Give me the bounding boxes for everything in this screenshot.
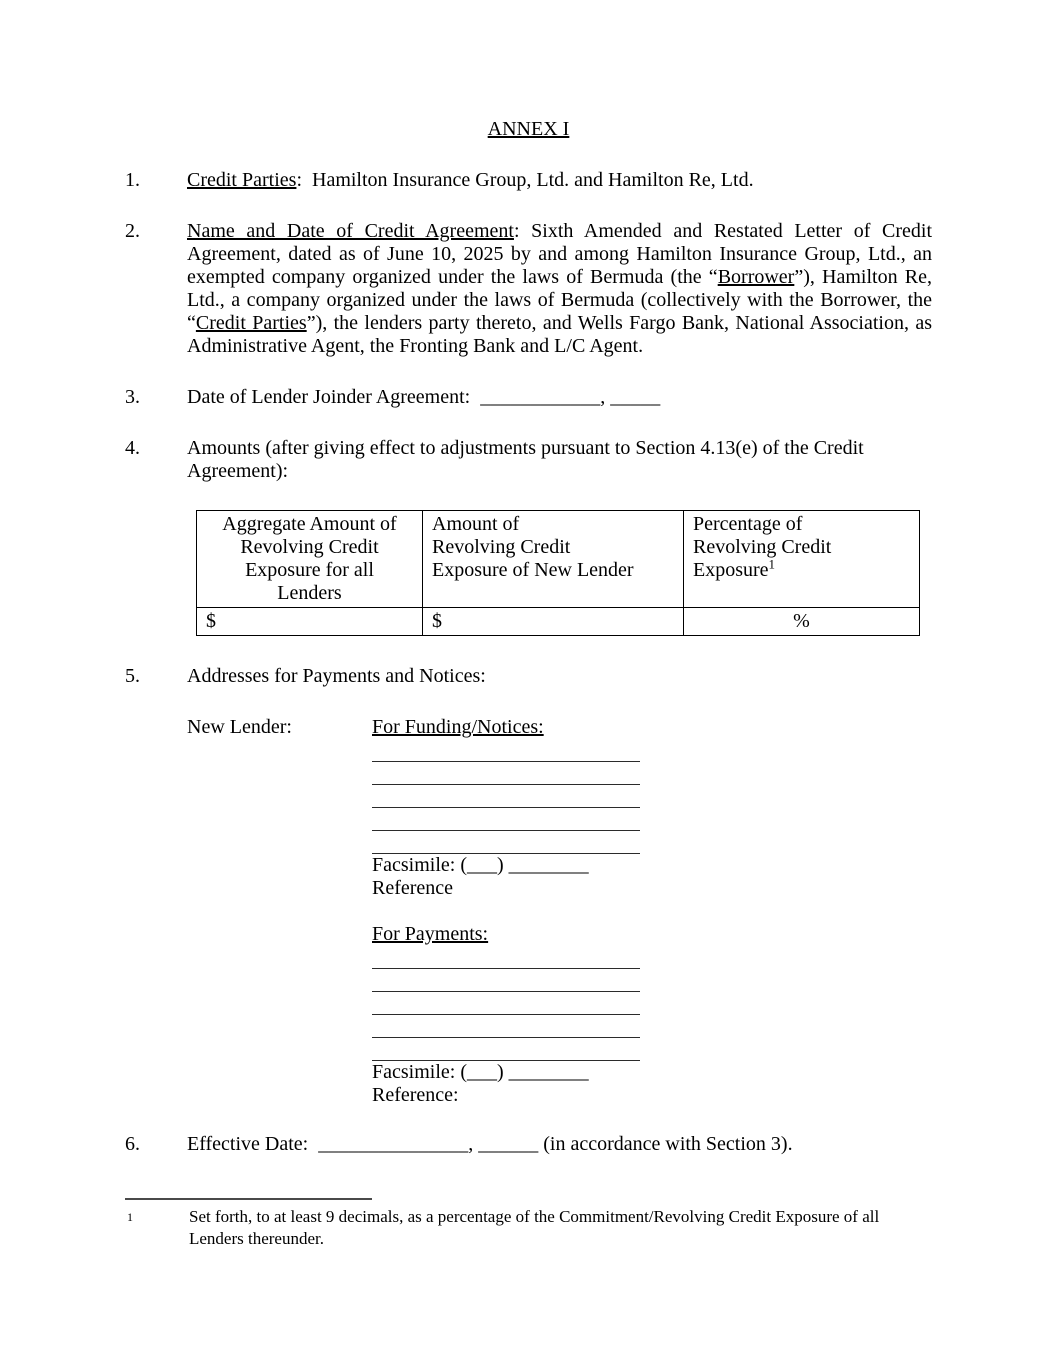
blank-line (372, 808, 640, 831)
section-item-3 (125, 386, 932, 409)
page-title (125, 118, 932, 141)
footnote-ref: 1 (768, 556, 776, 572)
item-text: Amounts (after giving effect to adjustments pursuant to Section 4.13(e) of the Credit Agreement): (187, 437, 864, 482)
section-item-4 (125, 437, 932, 483)
funding-reference-line: Reference (372, 877, 454, 899)
blank-line (372, 969, 640, 992)
header-new-lender-exposure: Amount of Revolving Credit Exposure of New Lender (423, 511, 684, 608)
section-item-2 (125, 220, 932, 358)
section-item-5 (125, 665, 932, 688)
address-column (372, 716, 932, 1107)
footnote-text: Set forth, to at least 9 decimals, as a percentage of the Commitment/Revolving Credit Exposure of all Lenders thereunder. (189, 1207, 880, 1248)
blank-line (372, 1038, 640, 1061)
item-text: Name and Date of Credit Agreement: Sixth Amended and Restated Letter of Credit Agreement, dated as of June 10, 2025 by and among Hamilton Insurance Group, Ltd., an exempted company organized under the laws of Bermuda (the “Borrower”), Hamilton Re, Ltd., a company organized under the laws of Bermuda (collectively with the Borrower, the “Credit Parties”), the lenders party thereto, and Wells Fargo Bank, National Association, as Administrative Agent, the Fronting Bank and L/C Agent. (187, 220, 932, 357)
funding-facsimile-line: Facsimile: (___) ________ (372, 854, 589, 876)
item-text: Date of Lender Joinder Agreement: ____________, _____ (187, 386, 661, 408)
item-number: 1. (125, 169, 140, 191)
amounts-table-header-row (197, 511, 920, 608)
payments-facsimile-line: Facsimile: (___) ________ (372, 1061, 589, 1083)
footnote (125, 1206, 932, 1250)
new-lender-amount-cell: $ (423, 608, 684, 636)
blank-line (372, 785, 640, 808)
item-number: 4. (125, 437, 140, 459)
footnote-separator (125, 1198, 372, 1200)
header-aggregate-exposure: Aggregate Amount of Revolving Credit Exposure for all Lenders (197, 511, 423, 608)
funding-notices-heading: For Funding/Notices: (372, 716, 544, 738)
header-percentage-text: Percentage of Revolving Credit Exposure (693, 513, 832, 581)
item-text: Credit Parties: Hamilton Insurance Group, Ltd. and Hamilton Re, Ltd. (187, 169, 754, 191)
blank-line (372, 762, 640, 785)
new-lender-label: New Lender: (187, 716, 292, 738)
section-item-1 (125, 169, 932, 192)
amounts-table-data-row (197, 608, 920, 636)
item-number: 3. (125, 386, 140, 408)
payments-heading: For Payments: (372, 923, 489, 945)
header-percentage-exposure (684, 511, 920, 608)
blank-line (372, 992, 640, 1015)
section-item-6 (125, 1133, 932, 1156)
amounts-table (196, 510, 920, 636)
blank-line (372, 739, 640, 762)
percentage-cell: % (684, 608, 920, 636)
blank-line (372, 831, 640, 854)
item-text: Addresses for Payments and Notices: (187, 665, 486, 687)
item-number: 6. (125, 1133, 140, 1155)
aggregate-amount-cell: $ (197, 608, 423, 636)
item-number: 5. (125, 665, 140, 687)
address-block (187, 716, 932, 1107)
page-title-text: ANNEX I (487, 118, 570, 140)
footnote-marker: 1 (127, 1210, 133, 1224)
blank-line (372, 1015, 640, 1038)
blank-line (372, 946, 640, 969)
item-text: Effective Date: _______________, ______ (in accordance with Section 3). (187, 1133, 793, 1155)
item-number: 2. (125, 220, 140, 242)
payments-reference-line: Reference: (372, 1084, 459, 1106)
